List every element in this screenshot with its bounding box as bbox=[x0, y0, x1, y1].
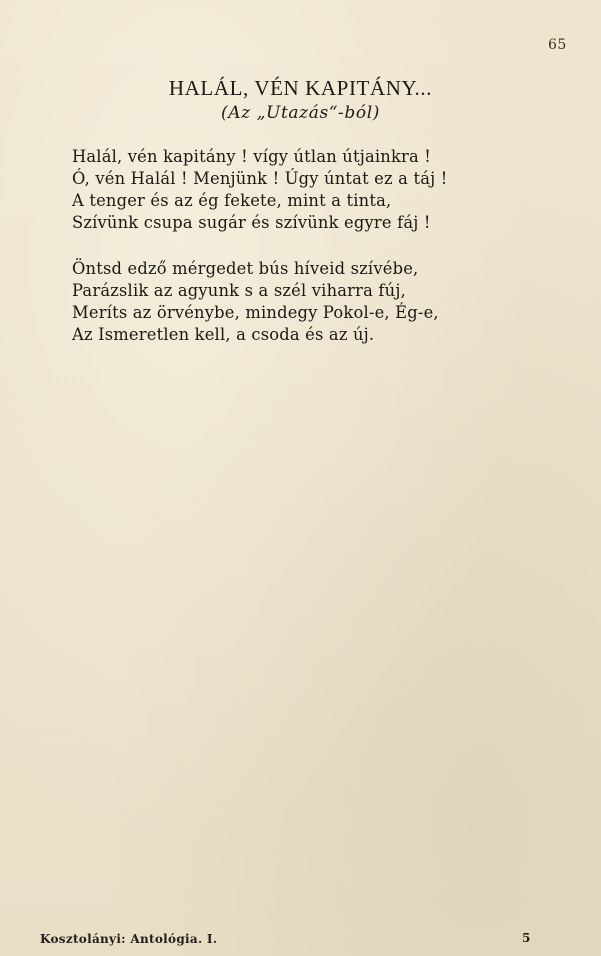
poem-line: Ó, vén Halál ! Menjünk ! Úgy úntat ez a táj ! bbox=[72, 169, 448, 188]
stanza-1 bbox=[72, 146, 572, 234]
stanza-2 bbox=[72, 258, 572, 346]
poem-line: Parázslik az agyunk s a szél viharra fúj, bbox=[72, 281, 406, 300]
page-number: 65 bbox=[548, 37, 567, 53]
poem-line: Szívünk csupa sugár és szívünk egyre fáj ! bbox=[72, 213, 431, 232]
poem-line: Öntsd edző mérgedet bús híveid szívébe, bbox=[72, 259, 419, 278]
poem-line: Meríts az örvénybe, mindegy Pokol-e, Ég-e, bbox=[72, 303, 439, 322]
poem-line: Halál, vén kapitány ! vígy útlan útjainkra ! bbox=[72, 147, 432, 166]
signature-mark: 5 bbox=[522, 931, 531, 945]
poem-line: A tenger és az ég fekete, mint a tinta, bbox=[72, 191, 392, 210]
poem-title: HALÁL, VÉN KAPITÁNY... bbox=[168, 76, 433, 100]
poem-line: Az Ismeretlen kell, a csoda és az új. bbox=[72, 325, 375, 344]
poem-subtitle: (Az „Utazás“-ból) bbox=[220, 103, 380, 123]
book-footer: Kosztolányi: Antológia. I. bbox=[40, 932, 218, 946]
